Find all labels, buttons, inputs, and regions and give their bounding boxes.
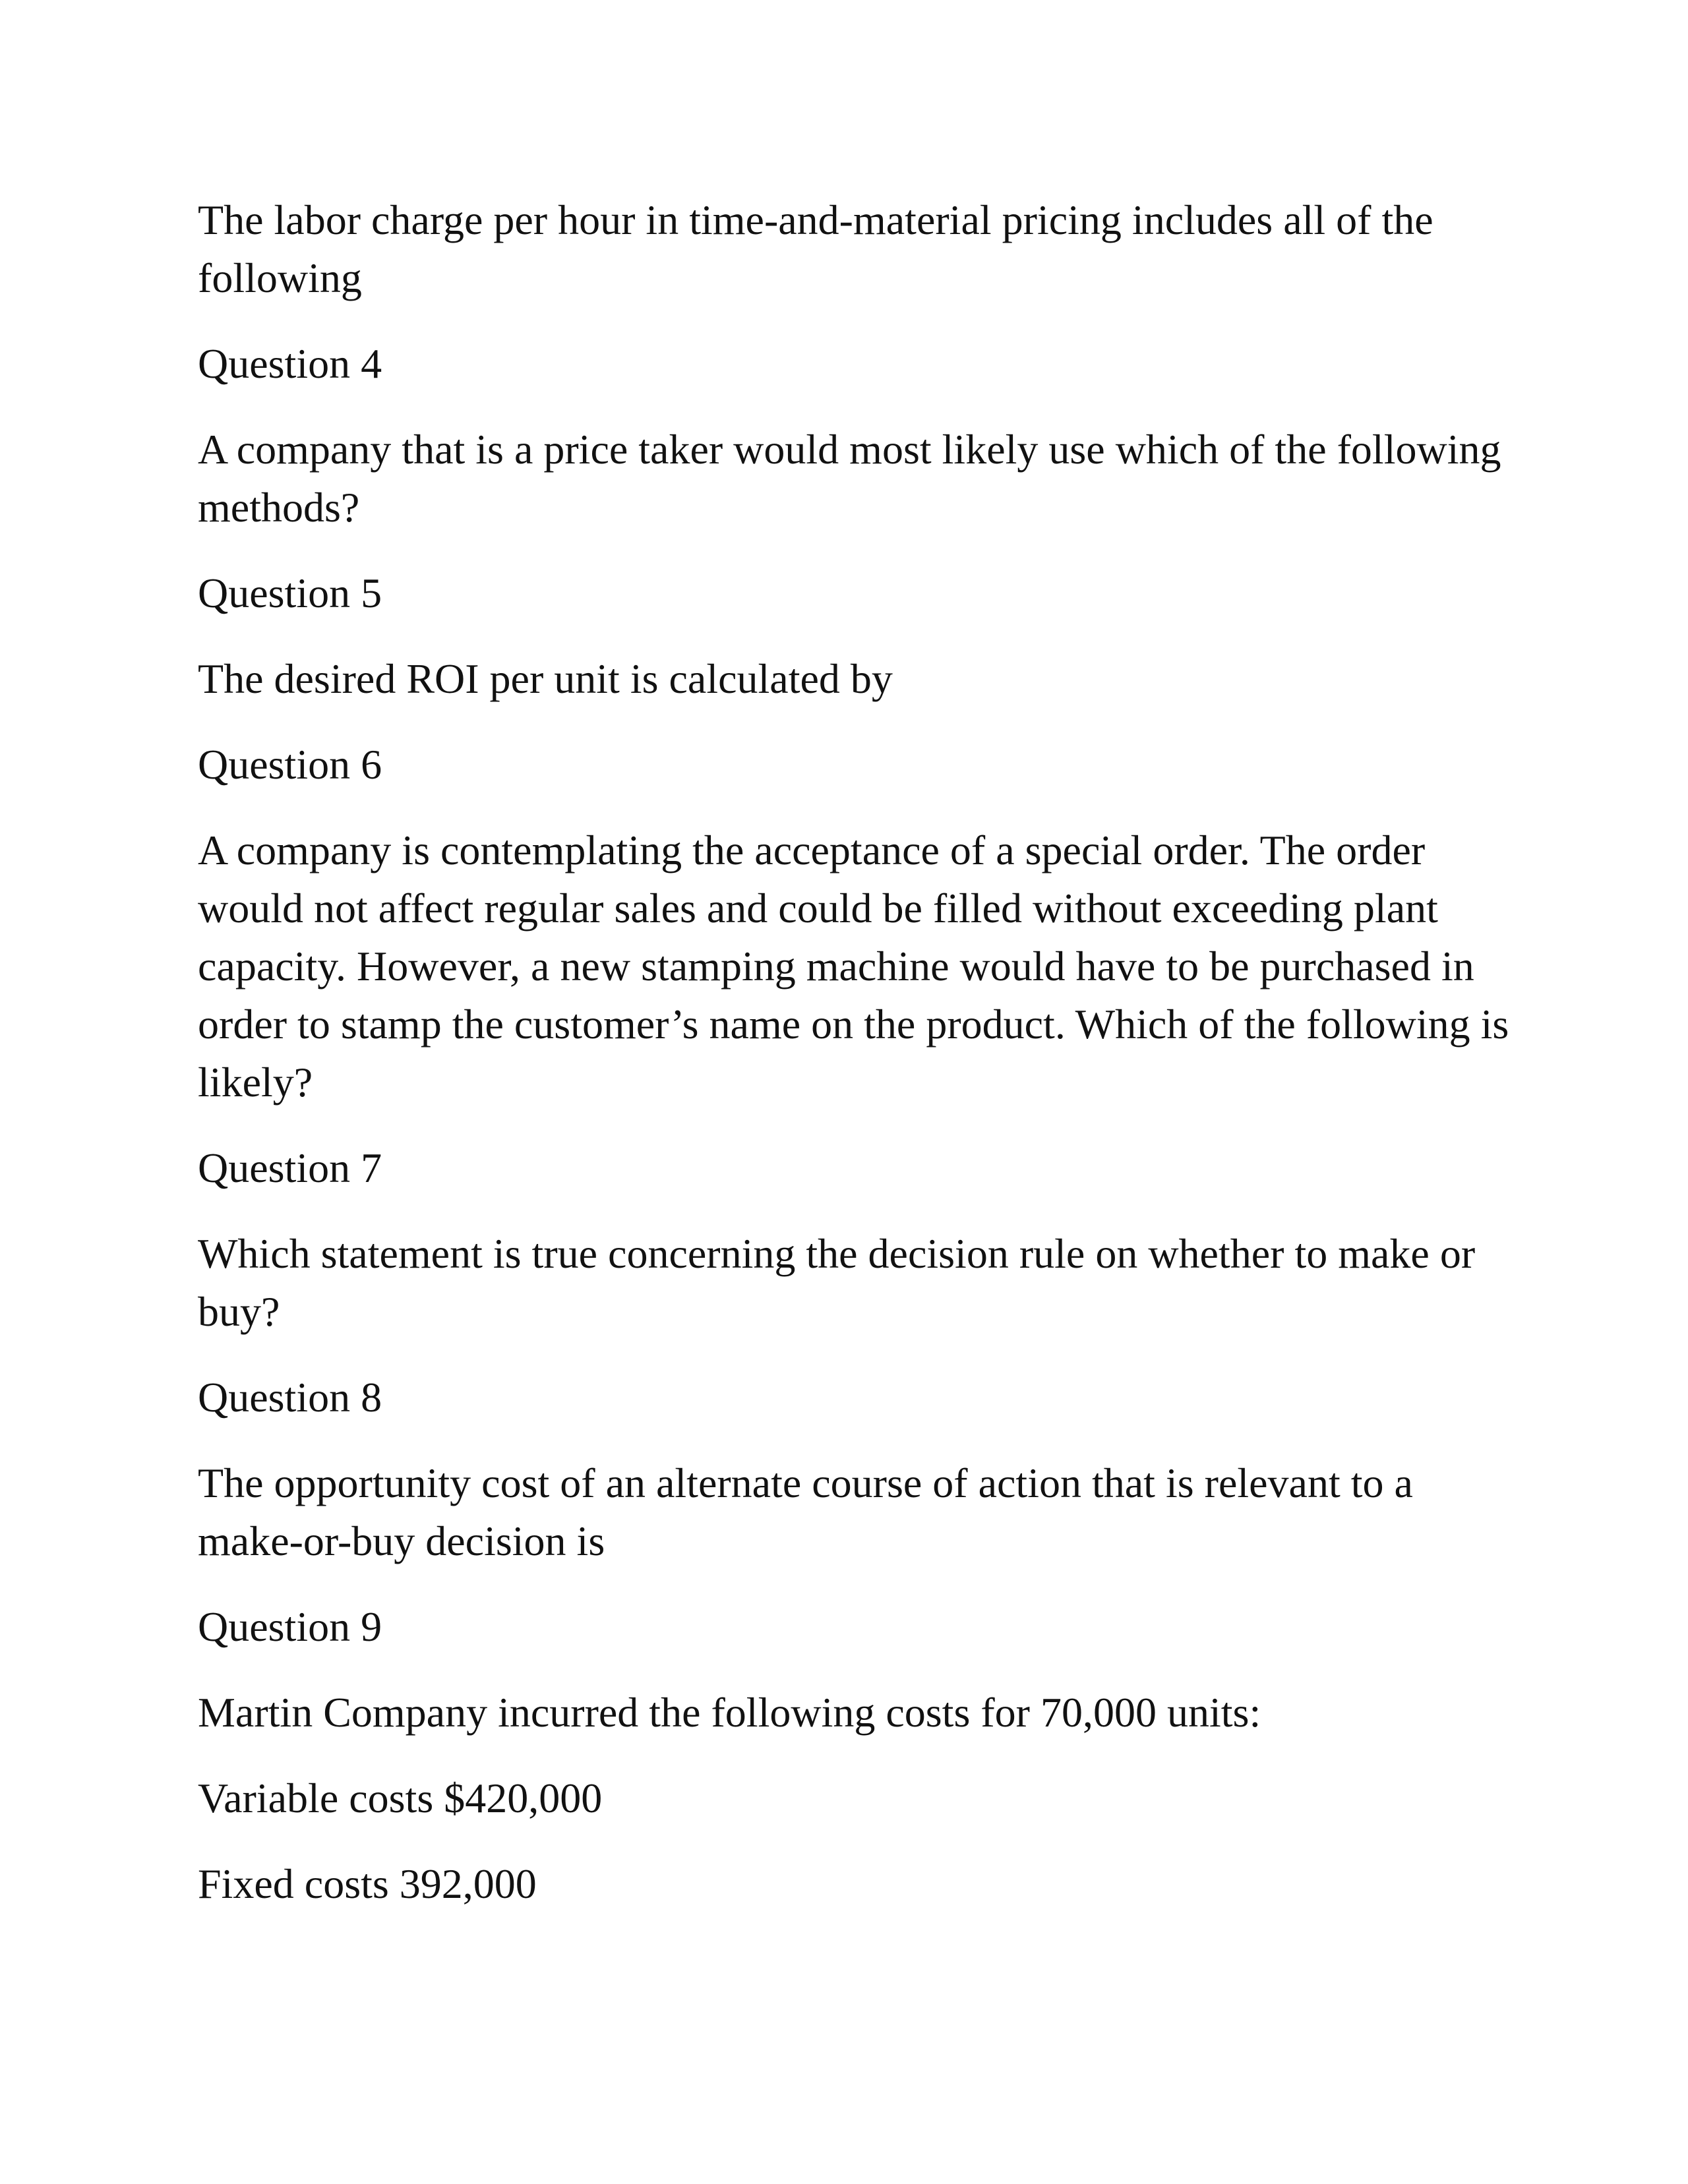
question-6-text: A company is contemplating the acceptance of a special order. The order would not affect regular sales and could be filled without exceeding plant capacity. However, a new stamping machine would have to be purchased in order to stamp the customer’s name on the product. Which of the following is likely? bbox=[198, 827, 1509, 1106]
question-4-heading: Question 4 bbox=[198, 340, 382, 387]
question-5-heading: Question 5 bbox=[198, 570, 382, 616]
question-6-heading: Question 6 bbox=[198, 741, 382, 788]
question-8-text: The opportunity cost of an alternate course of action that is relevant to a make-or-buy decision is bbox=[198, 1460, 1413, 1564]
question-8-heading: Question 8 bbox=[198, 1374, 382, 1421]
question-3-text: The labor charge per hour in time-and-material pricing includes all of the following bbox=[198, 196, 1433, 301]
question-5-text: The desired ROI per unit is calculated by bbox=[198, 655, 893, 702]
question-9-text: Martin Company incurred the following costs for 70,000 units: bbox=[198, 1689, 1261, 1736]
document-body bbox=[198, 191, 1510, 1941]
question-7-text: Which statement is true concerning the decision rule on whether to make or buy? bbox=[198, 1230, 1476, 1335]
variable-costs-line: Variable costs $420,000 bbox=[198, 1775, 603, 1821]
question-7-heading: Question 7 bbox=[198, 1144, 382, 1191]
question-9-heading: Question 9 bbox=[198, 1603, 382, 1650]
fixed-costs-line: Fixed costs 392,000 bbox=[198, 1860, 537, 1907]
question-4-text: A company that is a price taker would most likely use which of the following methods? bbox=[198, 426, 1501, 531]
